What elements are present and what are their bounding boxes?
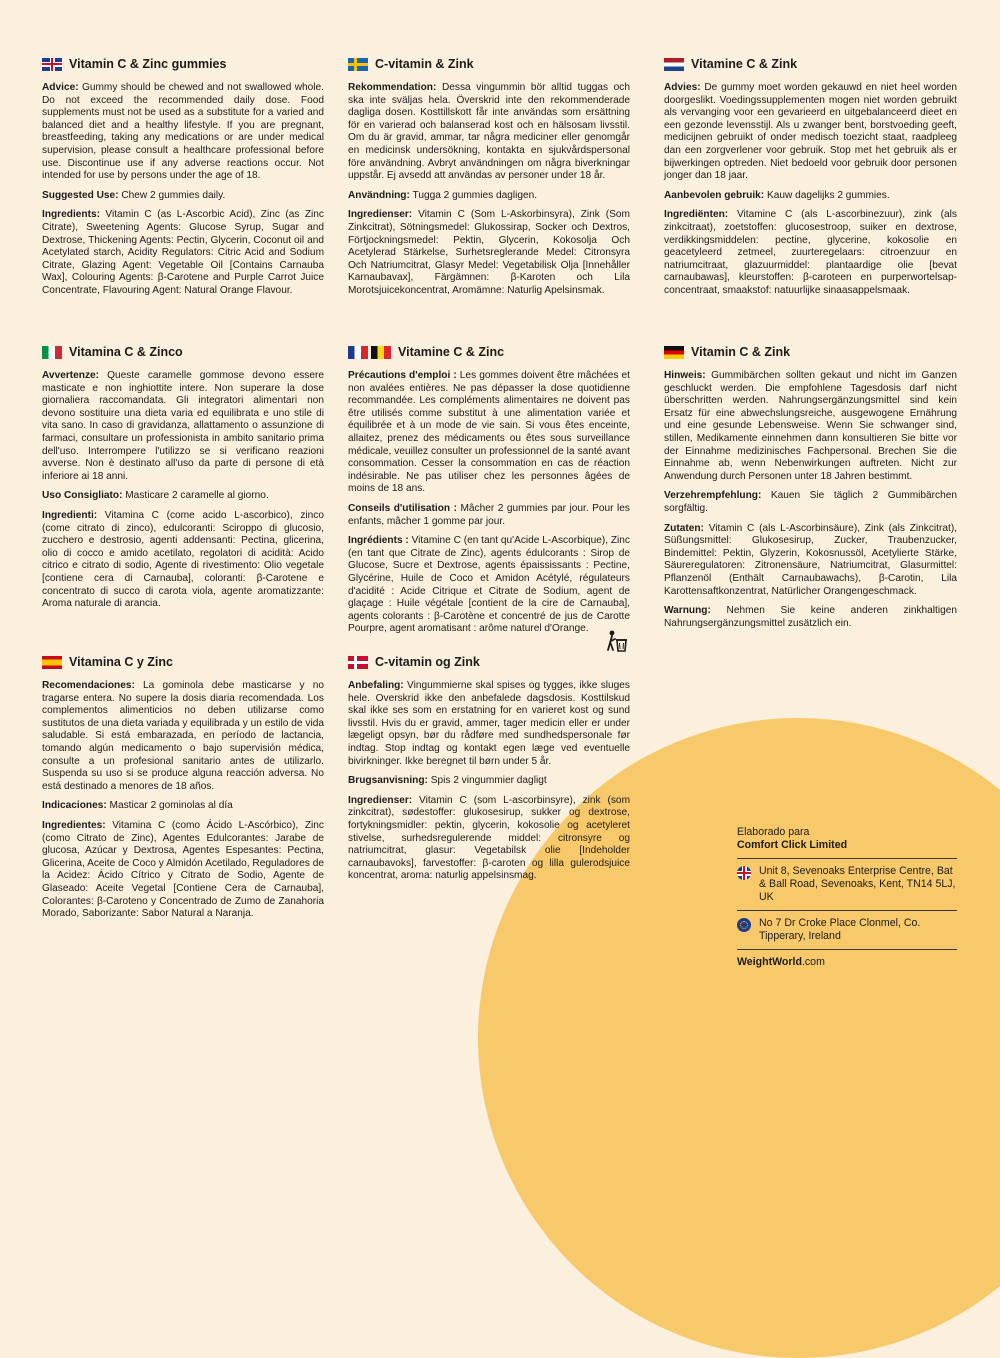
advice-label: Recomendaciones:: [42, 680, 135, 691]
use-label: Verzehrempfehlung:: [664, 490, 762, 502]
section-dk-ingredients: [348, 795, 630, 883]
use-text: Spis 2 vingummier dagligt: [427, 775, 547, 787]
section-es-advice: [42, 680, 324, 793]
ie-address: No 7 Dr Croke Place Clonmel, Co. Tipperary, Ireland: [759, 917, 921, 942]
divider: [737, 910, 957, 911]
france-flag-icon: [348, 346, 368, 359]
section-nl: [664, 57, 957, 305]
section-fr-use: [348, 503, 630, 528]
ingredients-label: Ingredienti:: [42, 509, 98, 521]
advice-text: Gummibärchen sollten gekaut und nicht im Ganzen geschluckt werden. Die empfohlene Tagesdosis darf nicht überschritten werden. Nahrungsergänzungsmittel sind kein Ersatz für eine abwechslungsreiche, ausgewogene Ernährung und eine gesunde Lebensweise. Wenn Sie schwanger sind, stillen, Medikamente einnehmen dann konsultieren Sie bitte vor der Einnahme medizinisches Fachpersonal. Brechen Sie die Einnahme ab, wenn Nebenwirkungen auftreten. Nicht zur Anwendung durch Personen unter 18 Jahren bestimmt.: [664, 370, 957, 482]
section-es-use: [42, 800, 324, 813]
use-label: Användning:: [348, 189, 410, 201]
section-fr: [348, 345, 630, 643]
section-de-ingredients: [664, 523, 957, 599]
section-es-ingredients: [42, 820, 324, 921]
divider: [737, 858, 957, 859]
use-text: Kauw dagelijks 2 gummies.: [764, 189, 890, 201]
use-label: Brugsanvisning:: [348, 775, 428, 787]
manufacturer-block: [737, 826, 957, 969]
manufacturer-name: Comfort Click Limited: [737, 839, 848, 851]
advice-label: Rekommendation:: [348, 82, 437, 93]
advice-text: Vingummierne skal spises og tygges, ikke sluges hele. Overskrid ikke den anbefalede dagsdosis. Kosttilskud skal ikke ses som en erstatning for en varieret kost og sund livsstil. Hvis du er gravid, ammer, tager medicin eller er under lægeligt opsyn, bør du rådføre med sundhedspersonale før indtag. Stop indtag og kontakt egen læge ved eventuelle bivirkninger. Ikke beregnet til børn under 5 år.: [348, 680, 630, 767]
sweden-flag-icon: [348, 58, 368, 71]
use-text: Kauen Sie täglich 2 Gummibärchen sorgfältig.: [664, 490, 957, 514]
brand-name: [737, 956, 957, 969]
ingredients-label: Zutaten:: [664, 522, 704, 534]
ingredients-label: Ingredientes:: [42, 819, 106, 831]
uk-flag-icon: [737, 866, 751, 880]
use-text: Mâcher 2 gummies par jour. Pour les enfants, mâcher 1 gomme par jour.: [348, 502, 630, 527]
italy-flag-icon: [42, 346, 62, 359]
section-de-title: Vitamin C & Zink: [691, 345, 791, 359]
section-se-header: [348, 57, 630, 71]
uk-flag-icon: [42, 58, 62, 71]
brand-bold: WeightWorld: [737, 956, 802, 968]
section-fr-header: [348, 345, 630, 359]
section-nl-ingredients: [664, 209, 957, 297]
advice-label: Hinweis:: [664, 370, 706, 381]
ingredients-text: Vitamin C (Som L-Askorbinsyra), Zink (Som Zinkcitrat), Sötningsmedel: Glukossirap, Socker och Dextros, Förtjockningsmedel: Pektin, Glycerin, Kokosolja Och Acetylerad Stärkelse, Surhetsreglerande Medel: Citronsyra Och Natriumcitrat, Glasyr Medel: Vegetabilisk Olja [Innehåller Karnaubavax], Färgämnen: β-Karoten och Lila Morotsjuicekoncentrat, Aromämne: Naturlig Apelsinsmak.: [348, 209, 630, 296]
use-text: Tugga 2 gummies dagligen.: [409, 189, 538, 201]
use-label: Uso Consigliato:: [42, 490, 123, 502]
germany-flag-icon: [664, 346, 684, 359]
use-text: Masticar 2 gominolas al día: [106, 800, 233, 812]
section-es-title: Vitamina C y Zinc: [69, 655, 173, 669]
ingredients-text: Vitamin C (som L-ascorbinsyre), zink (som zinkcitrat), sødestoffer: glukosesirup, sukker og dextrose, fortykningsmidler: pektin, glycerin, kokosolie og acetyleret stivelse, surhedsregulerende middel: citronsyre og natriumcitrat, glasur: Vegetabilsk olie [Indeholder carnaubavoks], farvestoffer: β-caroten og lilla gulerodsjuice koncentrat, aroma: naturlig appelsinsmag.: [348, 794, 630, 882]
section-en-title: Vitamin C & Zinc gummies: [69, 57, 227, 71]
section-de: [664, 345, 957, 637]
section-dk-title: C-vitamin og Zink: [375, 655, 480, 669]
ingredients-label: Ingredienser:: [348, 794, 413, 806]
section-dk: [348, 655, 630, 890]
section-nl-title: Vitamine C & Zink: [691, 57, 798, 71]
manufacturer-prefix: Elaborado para: [737, 826, 810, 838]
ingredients-label: Ingrédients :: [348, 535, 409, 547]
use-label: Aanbevolen gebruik:: [664, 189, 765, 201]
section-en-ingredients: [42, 209, 324, 297]
section-it-advice: [42, 370, 324, 483]
ingredients-text: Vitamina C (como Ácido L-Ascórbico), Zinc (como Citrato de Zinc), Agentes Edulcorantes: Jarabe de glucosa, Azúcar y Dextrosa, Agentes Espesantes: Pectina, Glicerina, Aceite de Coco y Almidón Acetilado, Reguladores de la Acidez: Ácido Cítrico y Citrato de Sodio, Agente de Glaseado: Aceite Vegetal [Contiene Cera de Carnauba], Colorantes: β-Caroteno y Concentrado de Zumo de Zanahoria Morado, Saborizante: Sabor Natural a Naranja.: [42, 819, 324, 920]
use-text: Chew 2 gummies daily.: [118, 189, 226, 201]
uk-address: Unit 8, Sevenoaks Enterprise Centre, Bat & Ball Road, Sevenoaks, Kent, TN14 5LJ, UK: [759, 865, 956, 903]
use-text: Masticare 2 caramelle al giorno.: [122, 490, 269, 502]
section-en: [42, 57, 324, 305]
use-label: Suggested Use:: [42, 189, 119, 201]
section-dk-header: [348, 655, 630, 669]
advice-text: Gummy should be chewed and not swallowed whole. Do not exceed the recommended daily dose. Food supplements must not be used as a substitute for a varied and balanced diet and a healthy lifestyle. If you are pregnant, breastfeeding, taking any medications or are under medical supervision, please consult a healthcare professional before use. Discontinue use if any adverse reactions occur. Not intended for use by persons under the age of 18.: [42, 82, 324, 182]
ingredients-text: Vitamine C (als L-ascorbinezuur), zink (als zinkcitraat), zoetstoffen: glucosestroop, suiker en dextrose, verdikkingsmiddelen: pectine, glycerine, kokosolie en geacetyleerd zetmeel, zuurteregelaars: citroenzuur en natriumcitraat, glazuurmiddel: plantaardige olie [bevat carnaubawas], kleurstoffen: β-caroteen en purperwortelsap-concentraat, smaakstof: natuurlijke sinaasappelsmaak.: [664, 209, 957, 296]
ingredients-text: Vitamine C (en tant qu'Acide L-Ascorbique), Zinc (en tant que Citrate de Zinc), agents édulcorants : Sirop de Glucose, Sucre et Dextrose, agents épaississants : Pectine, Glycérine, Huile de Coco et Amidon Acétylé, régulateurs d'acidité : Acide Citrique et Citrate de Sodium, agent de glaçage : Huile végétale [contient de la cire de Carnauba], agents colorants : β-Carotène et concentré de jus de Carotte Pourpre, agent aromatisant : arôme naturel d'Orange.: [348, 535, 630, 635]
warning-text: Nehmen Sie keine anderen zinkhaltigen Nahrungsergänzungsmittel zusätzlich ein.: [664, 605, 957, 629]
eu-flag-icon: [737, 918, 751, 932]
section-it-use: [42, 490, 324, 503]
section-de-warning: [664, 605, 957, 630]
section-it-header: [42, 345, 324, 359]
section-fr-ingredients: [348, 535, 630, 636]
section-se-use: [348, 190, 630, 203]
section-es: [42, 655, 324, 928]
advice-text: La gominola debe masticarse y no tragarse entera. No supere la dosis diaria recomendada. Los complementos alimenticios no deben utilizarse como sustitutos de una dieta variada y equilibrada y un estilo de vida saludable. Si está embarazada, en período de lactancia, tomando algún medicamento o bajo supervisión médica, consulte a un profesional sanitario antes de utilizarlo. Suspenda su uso si se produce alguna reacción adversa. No está destinado a menores de 18 años.: [42, 680, 324, 792]
uk-address-row: [737, 865, 957, 904]
section-it-title: Vitamina C & Zinco: [69, 345, 183, 359]
section-se-ingredients: [348, 209, 630, 297]
brand-suffix: .com: [801, 956, 825, 968]
use-label: Conseils d'utilisation :: [348, 502, 457, 514]
section-en-header: [42, 57, 324, 71]
section-nl-header: [664, 57, 957, 71]
advice-text: De gummy moet worden gekauwd en niet heel worden doorgeslikt. Voedingssupplementen mogen niet worden gebruikt als vervanging voor een gevarieerd en uitgebalanceerd dieet en een gezonde levensstijl. Als u zwanger bent, borstvoeding geeft, medicijnen gebruikt of onder medisch toezicht staat, raadpleeg dan een zorgverlener voor gebruik. Stop met het gebruik als er bijwerkingen optreden. Niet bedoeld voor gebruik door personen jonger dan 18 jaar.: [664, 82, 957, 182]
ingredients-label: Ingredienser:: [348, 209, 413, 221]
ie-address-row: [737, 917, 957, 943]
section-se: [348, 57, 630, 305]
advice-label: Précautions d'emploi :: [348, 370, 457, 381]
section-de-use: [664, 490, 957, 515]
dispose-in-bin-icon: [604, 628, 630, 654]
section-fr-advice: [348, 370, 630, 496]
advice-text: Dessa vingummin bör alltid tuggas och ska inte sväljas hela. Överskrid inte den rekommenderade dagliga dosen. Kosttillskott får inte användas som ersättning för en varierad och balanserad kost och en hälsosam livsstil. Om du är gravid, ammar, tar några mediciner eller genomgår en medicinsk undersökning, kontakta en sjukvårdspersonal före användning. Avbryt användningen om några biverkningar uppstår. Ej avsedd att användas av personer under 18 år.: [348, 82, 630, 182]
advice-label: Avvertenze:: [42, 370, 100, 381]
section-se-advice: [348, 82, 630, 183]
section-nl-use: [664, 190, 957, 203]
section-fr-title: Vitamine C & Zinc: [398, 345, 505, 359]
section-en-use: [42, 190, 324, 203]
ingredients-label: Ingrediënten:: [664, 209, 729, 221]
ingredients-text: Vitamin C (as L-Ascorbic Acid), Zinc (as Zinc Citrate), Sweetening Agents: Glucose Syrup, Sugar and Dextrose, Thickening Agents: Pectin, Glycerin, Coconut oil and Acetylated starch, Acidity Regulators: Citric Acid and Sodium Citrate, Glazing Agent: Vegetable Oil [Contains Carnauba Wax], Colouring Agents: β-Carotene and Purple Carrot Juice Concentrate, Flavouring Agent: Natural Orange Flavour.: [42, 209, 324, 296]
section-es-header: [42, 655, 324, 669]
advice-label: Anbefaling:: [348, 680, 404, 691]
netherlands-flag-icon: [664, 58, 684, 71]
section-se-title: C-vitamin & Zink: [375, 57, 474, 71]
ingredients-text: Vitamin C (als L-Ascorbinsäure), Zink (als Zinkcitrat), Süßungsmittel: Glukosesirup, Zucker, Traubenzucker, Bindemittel: Pektin, Glyzerin, Kokosnussöl, Acetylierte Stärke, Säureregulatoren: Zitronensäure, Natriumcitrat, Glasurmittel: Pflanzenöl (Enthält Carnaubawachs), β-Carotin, Lila Karottensaftkonzentrat, Natürlicher Orangengeschmack.: [664, 522, 957, 597]
advice-label: Advies:: [664, 82, 701, 93]
advice-text: Les gommes doivent être mâchées et non avalées entières. Ne pas dépasser la dose quotidienne recommandée. Les compléments alimentaires ne doivent pas être utilisés comme substitut à une alimentation variée et équilibrée et à un mode de vie sain. Si vous êtes enceinte, allaitez, prenez des médicaments ou êtes sous surveillance médicale, veuillez consulter un professionnel de la santé avant consommation. Cesser la consommation en cas de réaction indésirable. Ne pas utiliser chez les personnes âgées de moins de 18 ans.: [348, 370, 630, 495]
use-label: Indicaciones:: [42, 800, 107, 812]
denmark-flag-icon: [348, 656, 368, 669]
section-de-header: [664, 345, 957, 359]
ingredients-label: Ingredients:: [42, 209, 100, 221]
section-dk-advice: [348, 680, 630, 768]
section-en-advice: [42, 82, 324, 183]
section-de-advice: [664, 370, 957, 483]
advice-text: Queste caramelle gommose devono essere masticate e non inghiottite intere. Non superare la dose giornaliera raccomandata. Gli integratori alimentari non devono sostituire una dieta varia ed equilibrata e uno stile di vita sano. In caso di gravidanza, allattamento o assunzione di farmaci, consultare un professionista in ambito sanitario prima dell'uso. Interrompere l'utilizzo se si verificano reazioni avverse. Non è destinato all'uso da parte di persone di età inferiore ai 18 anni.: [42, 370, 324, 482]
warning-label: Warnung:: [664, 605, 711, 617]
belgium-flag-icon: [371, 346, 391, 359]
section-it: [42, 345, 324, 618]
section-dk-use: [348, 775, 630, 788]
ingredients-text: Vitamina C (come acido L-ascorbico), zinco (come citrato di zinco), edulcoranti: Sciroppo di glucosio, zucchero e destrosio, agenti addensanti: Pectina, glicerina, olio di cocco e amido acetilato, regolatori di acidità: Acido citrico e citrato di sodio, Agente di rivestimento: Olio vegetale [contiene cera di Carnauba], coloranti: β-Carotene e concentrato di succo di carota viola, agente aromatizzante: Aroma naturale di arancia.: [42, 509, 324, 610]
section-it-ingredients: [42, 510, 324, 611]
advice-label: Advice:: [42, 82, 79, 93]
divider: [737, 949, 957, 950]
section-nl-advice: [664, 82, 957, 183]
spain-flag-icon: [42, 656, 62, 669]
